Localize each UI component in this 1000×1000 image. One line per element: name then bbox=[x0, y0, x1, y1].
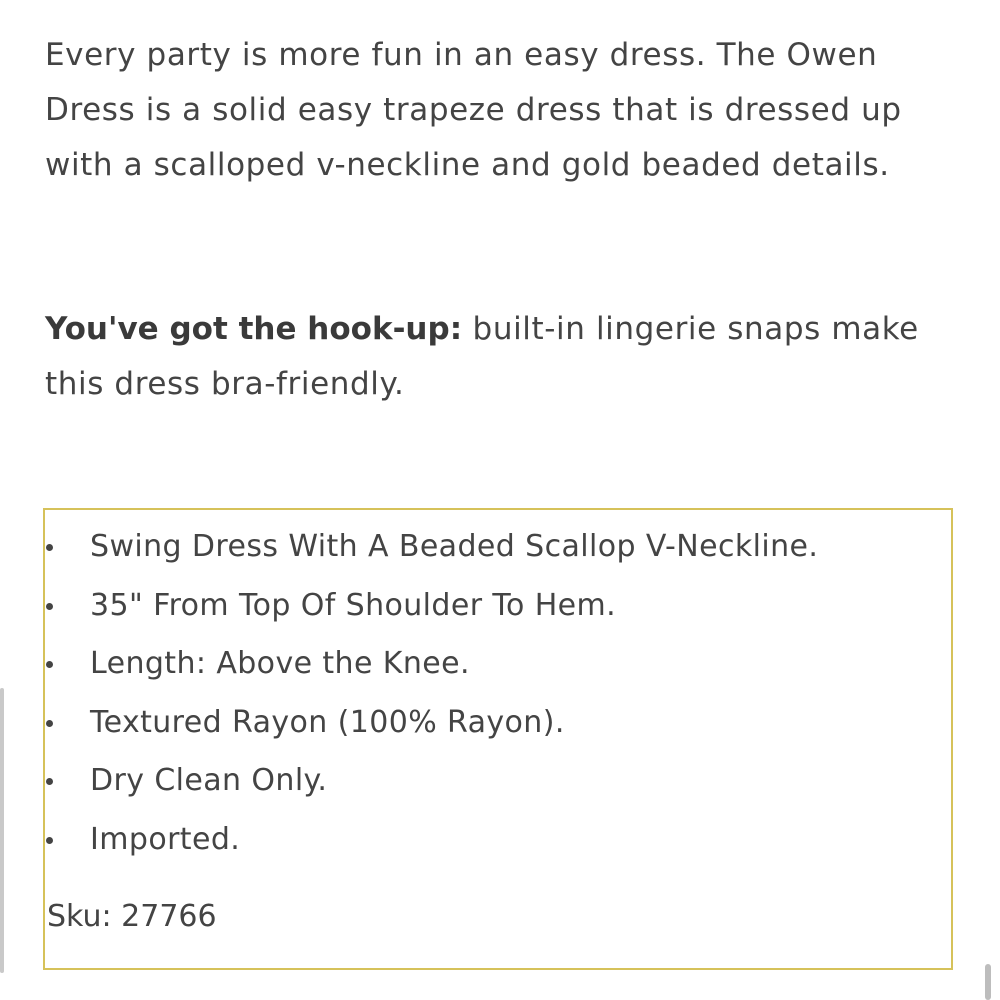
bullet-icon bbox=[46, 778, 53, 785]
list-item-text: 35" From Top Of Shoulder To Hem. bbox=[90, 587, 617, 623]
list-item bbox=[45, 518, 951, 577]
list-item-text: Swing Dress With A Beaded Scallop V-Neckline. bbox=[90, 529, 819, 564]
product-details-box bbox=[43, 508, 953, 970]
list-item-text: Imported. bbox=[90, 821, 241, 857]
right-edge-scrollbar[interactable] bbox=[985, 964, 991, 1000]
list-item bbox=[45, 811, 951, 870]
list-item bbox=[45, 577, 951, 636]
hookup-paragraph bbox=[45, 302, 945, 412]
product-description: Every party is more fun in an easy dress. The Owen Dress is a solid easy trapeze dress that is dressed up with a scalloped v-neckline and gold beaded details. bbox=[45, 37, 902, 183]
list-item-text: Length: Above the Knee. bbox=[90, 646, 470, 681]
hookup-label: You've got the hook-up: bbox=[45, 311, 463, 347]
list-item-text: Dry Clean Only. bbox=[90, 763, 328, 798]
list-item bbox=[45, 635, 951, 694]
bullet-icon bbox=[46, 661, 53, 668]
bullet-icon bbox=[46, 544, 53, 551]
bullet-icon bbox=[46, 837, 53, 844]
bullet-icon bbox=[46, 720, 53, 727]
hookup-text: built-in lingerie snaps make this dress bra-friendly. bbox=[45, 311, 919, 402]
list-item bbox=[45, 752, 951, 811]
bullet-icon bbox=[46, 603, 53, 610]
list-item bbox=[45, 694, 951, 753]
details-list bbox=[45, 518, 951, 869]
list-item-text: Textured Rayon (100% Rayon). bbox=[90, 704, 565, 740]
left-edge-scrollbar[interactable] bbox=[0, 688, 4, 973]
sku-label: Sku: 27766 bbox=[47, 899, 217, 934]
